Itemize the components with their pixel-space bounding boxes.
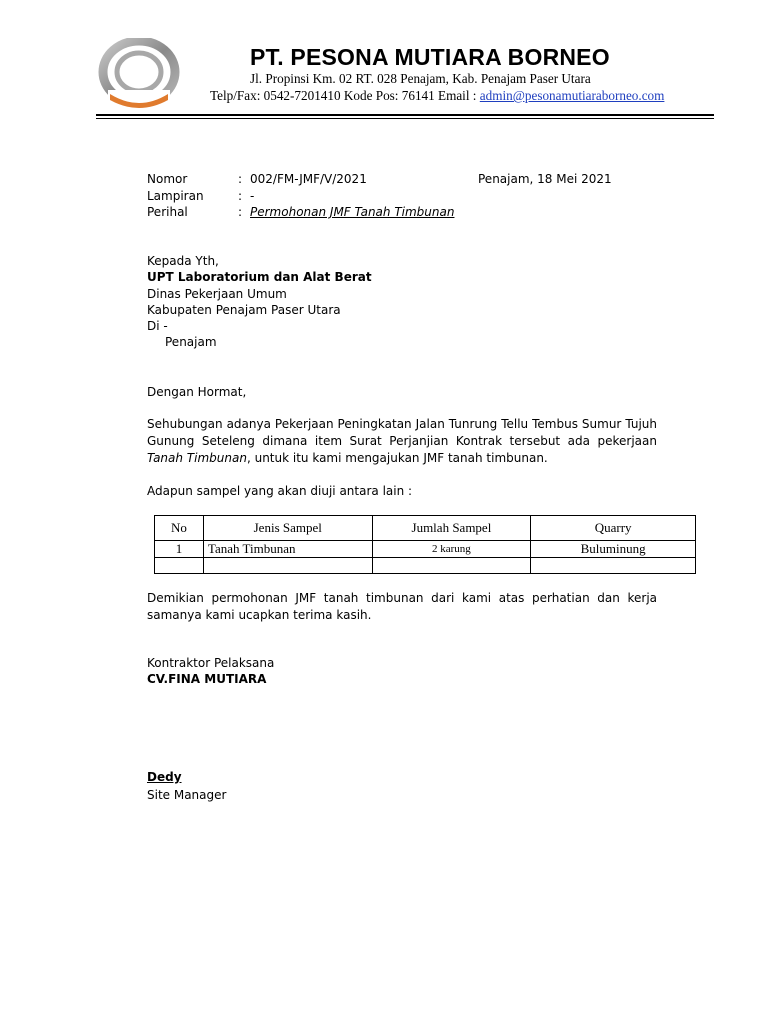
letterhead-rule-thin xyxy=(96,118,714,119)
cell-jenis xyxy=(203,558,372,574)
company-address: Jl. Propinsi Km. 02 RT. 028 Penajam, Kab. Penajam Paser Utara xyxy=(250,71,591,86)
recipient-line-3: Kabupaten Penajam Paser Utara xyxy=(147,303,341,317)
email-link[interactable]: admin@pesonamutiaraborneo.com xyxy=(479,88,665,103)
header-jenis: Jenis Sampel xyxy=(203,516,372,541)
recipient-greeting: Kepada Yth, xyxy=(147,254,219,268)
signature-role: Kontraktor Pelaksana xyxy=(147,656,275,670)
cell-jumlah: 2 karung xyxy=(372,541,531,558)
contact-text: Telp/Fax: 0542-7201410 Kode Pos: 76141 Email : xyxy=(210,88,480,103)
table-row xyxy=(155,558,696,574)
recipient-line-4: Di - xyxy=(147,319,168,333)
company-logo-icon xyxy=(98,38,180,112)
recipient-line-1: UPT Laboratorium dan Alat Berat xyxy=(147,270,372,284)
perihal-colon: : xyxy=(238,205,243,219)
paragraph-intro xyxy=(147,416,657,467)
salutation: Dengan Hormat, xyxy=(147,385,247,399)
table-intro: Adapun sampel yang akan diuji antara lain : xyxy=(147,484,413,498)
table-row xyxy=(155,541,696,558)
place-date: Penajam, 18 Mei 2021 xyxy=(478,172,612,186)
cell-quarry: Buluminung xyxy=(531,541,696,558)
paragraph-intro-italic: Tanah Timbunan xyxy=(147,451,247,465)
nomor-label: Nomor xyxy=(147,172,188,186)
sample-table xyxy=(154,515,696,574)
paragraph-intro-end: , untuk itu kami mengajukan JMF tanah timbunan. xyxy=(246,451,548,465)
signature-company: CV.FINA MUTIARA xyxy=(147,672,267,686)
perihal-value: Permohonan JMF Tanah Timbunan xyxy=(250,205,455,219)
header-no: No xyxy=(155,516,204,541)
closing-paragraph: Demikian permohonan JMF tanah timbunan dari kami atas perhatian dan kerja samanya kami ucapkan terima kasih. xyxy=(147,591,657,622)
header-jumlah: Jumlah Sampel xyxy=(372,516,531,541)
header-quarry: Quarry xyxy=(531,516,696,541)
letterhead-rule xyxy=(96,114,714,116)
cell-quarry xyxy=(531,558,696,574)
signer-title: Site Manager xyxy=(147,788,227,802)
perihal-label: Perihal xyxy=(147,205,188,219)
company-contact xyxy=(210,88,664,104)
lampiran-value: - xyxy=(250,189,255,203)
cell-jenis: Tanah Timbunan xyxy=(203,541,372,558)
lampiran-label: Lampiran xyxy=(147,189,204,203)
recipient-line-5: Penajam xyxy=(165,335,217,349)
cell-no xyxy=(155,558,204,574)
signer-name: Dedy xyxy=(147,770,182,784)
cell-no: 1 xyxy=(155,541,204,558)
table-header-row xyxy=(155,516,696,541)
nomor-value: 002/FM-JMF/V/2021 xyxy=(250,172,367,186)
paragraph-intro-text: Sehubungan adanya Pekerjaan Peningkatan Jalan Tunrung Tellu Tembus Sumur Tujuh Gunung Seteleng dimana item Surat Perjanjian Kontrak tersebut ada pekerjaan xyxy=(147,417,657,448)
recipient-line-2: Dinas Pekerjaan Umum xyxy=(147,287,287,301)
lampiran-colon: : xyxy=(238,189,243,203)
cell-jumlah xyxy=(372,558,531,574)
nomor-colon: : xyxy=(238,172,243,186)
company-name: PT. PESONA MUTIARA BORNEO xyxy=(250,44,610,70)
